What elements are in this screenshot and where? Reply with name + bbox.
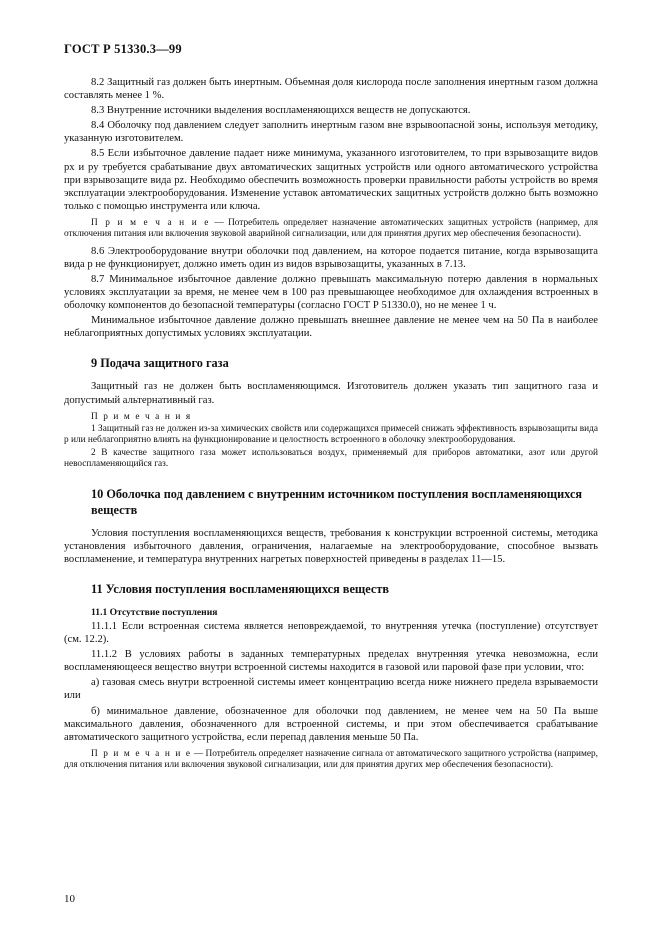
subsection-11-1-title: 11.1 Отсутствие поступления xyxy=(91,606,218,618)
paragraph-8-6: 8.6 Электрооборудование внутри оболочки под давлением, на которое подается питание, когда взрывозащита вида p не функционирует, должно иметь один из видов взрывозащиты, указанных в 7.13. xyxy=(64,245,598,270)
paragraph-8-5: 8.5 Если избыточное давление падает ниже минимума, указанного изготовителем, то при взрывозащите видов px и py требуется срабатывание двух автоматических защитных устройств или одного автоматического устройства при взрывозащите вида pz. Необходимо обеспечить возможность проверки правильности работы устройств во время эксплуатации электрооборудования. Изменение уставок автоматических защитных устройств должно быть возможно только с помощью инструмента или ключа. xyxy=(64,148,598,212)
section-10-title: 10 Оболочка под давлением с внутренним источником поступления воспламеняющихся веществ xyxy=(91,486,583,517)
paragraph-8-7: 8.7 Минимальное избыточное давление должно превышать максимальную потерю давления в нормальных условиях эксплуатации за время, не менее чем в 100 раз превышающее необходимое для охлаждения встроенных в оболочку компонентов до безопасной температуры (согласно ГОСТ Р 51330.0), но не менее 1 ч. xyxy=(64,273,598,312)
section-9-title: 9 Подача защитного газа xyxy=(91,356,229,371)
section-9-note-2: 2 В качестве защитного газа может использоваться воздух, применяемый для приборов автоматики, азот или другой невоспламеняющийся газ. xyxy=(64,447,598,470)
note-8-5 xyxy=(64,218,598,241)
paragraph-11-1-2-a: а) газовая смесь внутри встроенной системы имеет концентрацию всегда ниже нижнего предела взрываемости или xyxy=(64,677,598,702)
paragraph-8-7-cont: Минимальное избыточное давление должно превышать внешнее давление не менее чем на 50 Па в наиболее неблагоприятных допустимых условиях эксплуатации. xyxy=(64,315,598,340)
note-text: — Потребитель определяет назначение сигнала от автоматического защитного устройства (например, для отключения питания или включения звуковой сигнализации, или для принятия других мер обеспечения безопасности). xyxy=(64,748,598,771)
note-text: — Потребитель определяет назначение автоматических защитных устройств (например, для отключения питания или включения звуковой аварийной сигнализации, или для принятия других мер обеспечения безопасности). xyxy=(64,217,598,240)
notes-label: П р и м е ч а н и я xyxy=(91,411,192,422)
note-label: П р и м е ч а н и е xyxy=(91,748,192,759)
paragraph-8-2: 8.2 Защитный газ должен быть инертным. Объемная доля кислорода после заполнения инертным газом должна составлять менее 1 %. xyxy=(64,77,598,102)
document-body xyxy=(64,76,598,776)
paragraph-8-4: 8.4 Оболочку под давлением следует заполнить инертным газом вне взрывоопасной зоны, используя методику, указанную изготовителем. xyxy=(64,120,598,145)
section-9-text: Защитный газ не должен быть воспламеняющимся. Изготовитель должен указать тип защитного газа и допустимый альтернативный газ. xyxy=(64,381,598,406)
note-11-1 xyxy=(64,749,598,772)
section-11-title: 11 Условия поступления воспламеняющихся веществ xyxy=(91,581,390,596)
section-10-text: Условия поступления воспламеняющихся веществ, требования к конструкции встроенной системы, методика установления избыточного давления, ограничения, налагаемые на электрооборудование, способное вызвать воспламенение, и температура внутренних нагретых поверхностей приведены в разделах 11—15. xyxy=(64,527,598,565)
section-9-note-1: 1 Защитный газ не должен из-за химических свойств или содержащихся примесей снижать эффективность взрывозащиты вида p или неблагоприятно влиять на функционирование и целостность встроенного в оболочку электрооборудования. xyxy=(64,424,598,446)
document-header: ГОСТ Р 51330.3—99 xyxy=(64,42,182,56)
section-9-notes xyxy=(64,412,598,471)
paragraph-8-3: 8.3 Внутренние источники выделения воспламеняющихся веществ не допускаются. xyxy=(91,105,471,117)
paragraph-11-1-2: 11.1.2 В условиях работы в заданных температурных пределах внутренняя утечка невозможна, если воспламеняющееся вещество внутри встроенной системы находится в газовой или паровой фазе при условии, что: xyxy=(64,649,598,674)
paragraph-11-1-2-b: б) минимальное давление, обозначенное для оболочки под давлением, не менее чем на 50 Па выше максимального давления, обозначенного для встроенной системы, и при этом обеспечивается срабатывание автоматического защитного устройства, если перепад давления меньше 50 Па. xyxy=(64,705,598,743)
note-label: П р и м е ч а н и е xyxy=(91,217,211,228)
page-number: 10 xyxy=(64,893,75,905)
paragraph-11-1-1: 11.1.1 Если встроенная система является неповреждаемой, то внутренняя утечка (поступление) отсутствует (см. 12.2). xyxy=(64,621,598,646)
